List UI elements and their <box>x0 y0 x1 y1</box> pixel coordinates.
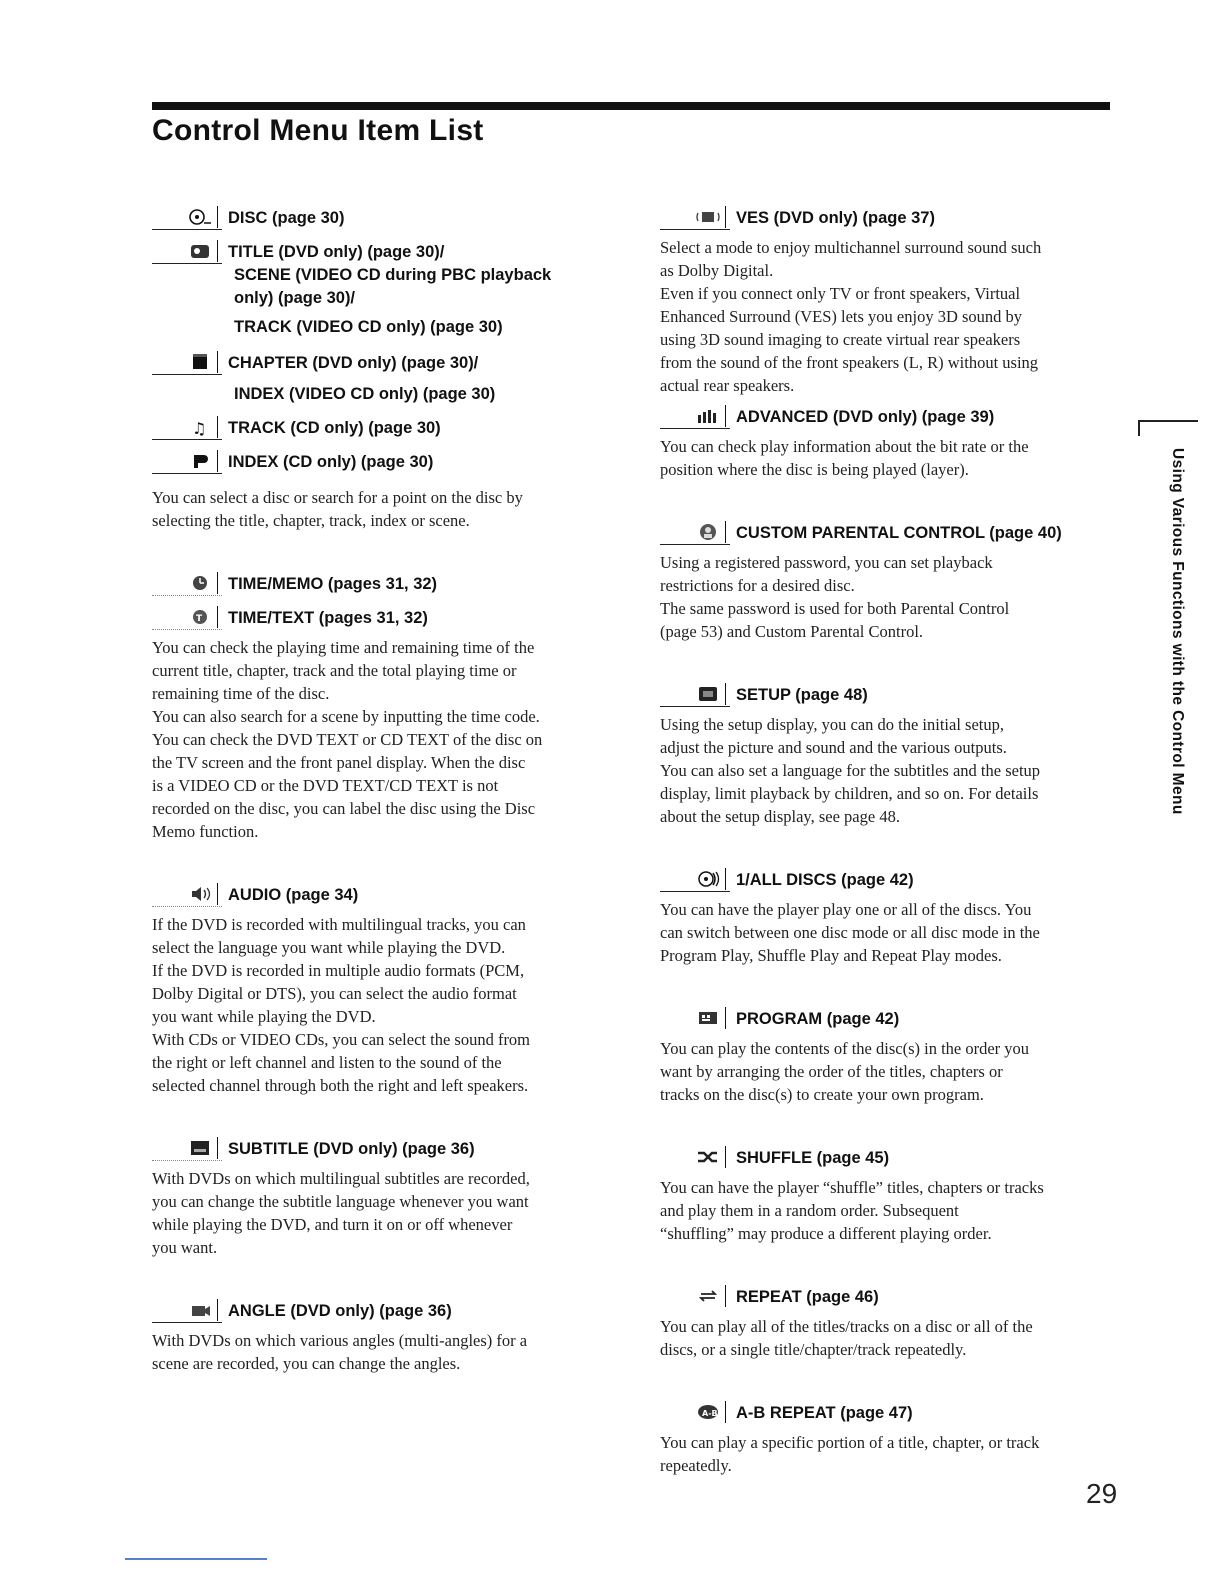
subtitle-icon <box>187 1138 213 1158</box>
disc-icon <box>187 207 213 227</box>
alldiscs-description: You can have the player play one or all of the discs. You can switch between one disc mode or all disc mode in the Program Play, Shuffle Play and Repeat Play modes. <box>660 900 1040 965</box>
menu-item-index <box>152 444 614 474</box>
abrepeat-description: You can play a specific portion of a title, chapter, or track repeatedly. <box>660 1433 1040 1475</box>
angle-label: ANGLE (DVD only) (page 36) <box>228 1302 452 1320</box>
alldiscs-label: 1/ALL DISCS (page 42) <box>736 871 914 889</box>
music-note-icon <box>187 417 213 437</box>
chapter-sub-index: INDEX (VIDEO CD only) (page 30) <box>234 385 496 403</box>
disc-label: DISC (page 30) <box>228 209 345 227</box>
repeat-description: You can play all of the titles/tracks on a disc or all of the discs, or a single title/chapter/track repeatedly. <box>660 1317 1033 1359</box>
menu-item-disc <box>152 200 614 230</box>
setup-label: SETUP (page 48) <box>736 686 868 704</box>
side-tab-label: Using Various Functions with the Control Menu <box>1169 448 1186 815</box>
side-tab-rule <box>1138 420 1198 422</box>
title-sub-track: TRACK (VIDEO CD only) (page 30) <box>234 318 503 336</box>
ab-repeat-icon <box>695 1402 721 1422</box>
audio-label: AUDIO (page 34) <box>228 886 359 904</box>
menu-item-timememo <box>152 566 614 596</box>
left-column <box>152 200 614 1375</box>
disc-description: You can select a disc or search for a point on the disc by selecting the title, chapter, track, index or scene. <box>152 488 523 530</box>
title-icon <box>187 241 213 261</box>
menu-item-title <box>152 234 614 264</box>
side-tab-tick <box>1138 420 1140 436</box>
setup-icon <box>695 684 721 704</box>
right-column <box>660 200 1116 1477</box>
timetext-label: TIME/TEXT (pages 31, 32) <box>228 609 428 627</box>
title-rule <box>152 102 1110 110</box>
menu-item-ves <box>660 200 1116 230</box>
ves-description: Select a mode to enjoy multichannel surround sound such as Dolby Digital. Even if you connect only TV or front speakers, Virtual Enhanced Surround (VES) lets you enjoy 3D sound by using 3D sound imaging to create virtual rear speakers from the sound of the front speakers (L, R) without using actual rear speakers. <box>660 238 1042 395</box>
title-sub-scene-page: only) (page 30)/ <box>234 289 356 307</box>
menu-item-subtitle <box>152 1131 614 1161</box>
menu-item-program <box>660 1001 1116 1031</box>
shuffle-description: You can have the player “shuffle” titles, chapters or tracks and play them in a random order. Subsequent “shuffling” may produce a different playing order. <box>660 1178 1044 1243</box>
advanced-description: You can check play information about the bit rate or the position where the disc is being played (layer). <box>660 437 1029 479</box>
program-description: You can play the contents of the disc(s) in the order you want by arranging the order of the titles, chapters or tracks on the disc(s) to create your own program. <box>660 1039 1030 1104</box>
menu-item-track <box>152 410 614 440</box>
advanced-label: ADVANCED (DVD only) (page 39) <box>736 408 995 426</box>
menu-item-repeat <box>660 1279 1116 1309</box>
all-discs-icon <box>695 869 721 889</box>
ves-label: VES (DVD only) (page 37) <box>736 209 935 227</box>
title-label: TITLE (DVD only) (page 30)/ <box>228 243 445 261</box>
svg-text:A-B: A-B <box>701 1409 718 1418</box>
menu-item-shuffle <box>660 1140 1116 1170</box>
parental-icon <box>695 522 721 542</box>
menu-item-alldiscs <box>660 862 1116 892</box>
shuffle-icon <box>695 1147 721 1167</box>
angle-description: With DVDs on which various angles (multi-angles) for a scene are recorded, you can change the angles. <box>152 1331 528 1373</box>
setup-description: Using the setup display, you can do the initial setup, adjust the picture and sound and the various outputs. You can also set a language for the subtitles and the setup display, limit playback by children, and so on. For details about the setup display, see page 48. <box>660 715 1041 826</box>
title-sub-scene: SCENE (VIDEO CD during PBC playback <box>234 266 552 284</box>
audio-description: If the DVD is recorded with multilingual tracks, you can select the language you want while playing the DVD. If the DVD is recorded in multiple audio formats (PCM, Dolby Digital or DTS), you can select the audio format you want while playing the DVD. With CDs or VIDEO CDs, you can select the sound from the right or left channel and listen to the sound of the selected channel through both the right and left speakers. <box>152 915 531 1095</box>
index-label: INDEX (CD only) (page 30) <box>228 453 434 471</box>
parental-description: Using a registered password, you can set playback restrictions for a desired disc. The same password is used for both Parental Control (page 53) and Custom Parental Control. <box>660 553 1010 641</box>
menu-item-angle <box>152 1293 614 1323</box>
page-number: 29 <box>1086 1478 1118 1509</box>
abrepeat-label: A-B REPEAT (page 47) <box>736 1404 913 1422</box>
program-label: PROGRAM (page 42) <box>736 1010 900 1028</box>
page-title: Control Menu Item List <box>152 114 484 147</box>
angle-icon <box>187 1300 213 1320</box>
program-icon <box>695 1008 721 1028</box>
audio-icon <box>187 884 213 904</box>
menu-item-advanced <box>660 399 1116 429</box>
subtitle-label: SUBTITLE (DVD only) (page 36) <box>228 1140 475 1158</box>
advanced-icon <box>695 406 721 426</box>
svg-text:♫: ♫ <box>191 418 206 436</box>
time-description: You can check the playing time and remaining time of the current title, chapter, track and the total playing time or remaining time of the disc. You can also search for a scene by inputting the time code. You can check the DVD TEXT or CD TEXT of the disc on the TV screen and the front panel display. When the disc is a VIDEO CD or the DVD TEXT/CD TEXT is not recorded on the disc, you can label the disc using the Disc Memo function. <box>152 638 543 841</box>
chapter-label: CHAPTER (DVD only) (page 30)/ <box>228 354 479 372</box>
parental-label: CUSTOM PARENTAL CONTROL (page 40) <box>736 524 1062 542</box>
subtitle-description: With DVDs on which multilingual subtitles are recorded, you can change the subtitle language whenever you want while playing the DVD, and turn it on or off whenever you want. <box>152 1169 530 1257</box>
menu-item-timetext <box>152 600 614 630</box>
menu-item-parental <box>660 515 1116 545</box>
repeat-icon <box>695 1286 721 1306</box>
svg-text:T: T <box>195 613 202 624</box>
ves-icon <box>695 207 721 227</box>
menu-item-audio <box>152 877 614 907</box>
shuffle-label: SHUFFLE (page 45) <box>736 1149 890 1167</box>
time-memo-icon <box>187 573 213 593</box>
menu-item-abrepeat <box>660 1395 1116 1425</box>
menu-item-setup <box>660 677 1116 707</box>
track-label: TRACK (CD only) (page 30) <box>228 419 441 437</box>
index-icon <box>187 451 213 471</box>
chapter-icon <box>187 352 213 372</box>
footer-rule <box>125 1558 267 1560</box>
repeat-label: REPEAT (page 46) <box>736 1288 879 1306</box>
timememo-label: TIME/MEMO (pages 31, 32) <box>228 575 438 593</box>
time-text-icon <box>187 607 213 627</box>
menu-item-chapter <box>152 345 614 375</box>
